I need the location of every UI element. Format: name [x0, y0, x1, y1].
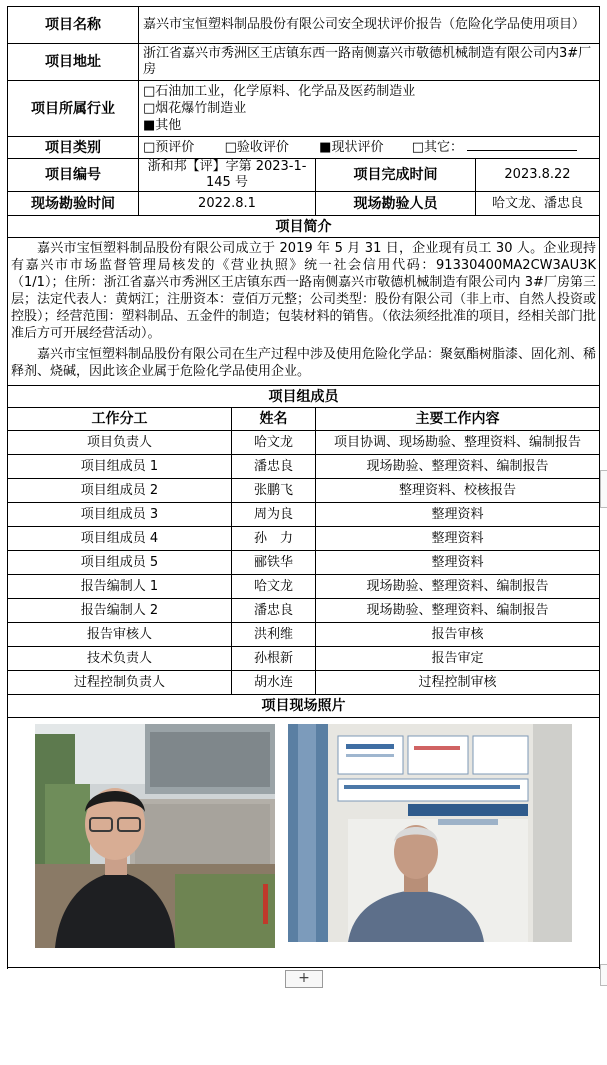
team-row-role: 报告编制人 1 [8, 575, 232, 599]
team-row [8, 431, 600, 455]
intro-paragraph-2: 嘉兴市宝恒塑料制品股份有限公司在生产过程中涉及使用危险化学品：聚氨酯树脂漆、固化剂、稀释剂、烧碱，因此该企业属于危险化学品使用企业。 [11, 347, 597, 379]
team-row-duties: 整理资料 [316, 551, 600, 575]
finish-time-value: 2023.8.22 [476, 159, 600, 192]
team-row-role: 报告审核人 [8, 623, 232, 647]
team-row-name: 孙 力 [232, 527, 316, 551]
industry-option-fireworks: □烟花爆竹制造业 [143, 101, 247, 116]
team-row-role: 技术负责人 [8, 647, 232, 671]
team-col-duties: 主要工作内容 [316, 408, 600, 431]
category-option-pre: □预评价 [143, 140, 195, 155]
team-row-role: 项目负责人 [8, 431, 232, 455]
table-bottom-rule [7, 967, 599, 968]
team-row-duties: 现场勘验、整理资料、编制报告 [316, 455, 600, 479]
project-number-label: 项目编号 [8, 159, 139, 192]
team-row-name: 张鹏飞 [232, 479, 316, 503]
intro-body [8, 238, 600, 386]
survey-time-label: 现场勘验时间 [8, 192, 139, 216]
project-name-value: 嘉兴市宝恒塑料制品股份有限公司安全现状评价报告（危险化学品使用项目） [139, 7, 600, 44]
survey-time-value: 2022.8.1 [139, 192, 316, 216]
team-row-name: 孙根新 [232, 647, 316, 671]
team-row-duties: 整理资料 [316, 503, 600, 527]
team-row-name: 郦铁华 [232, 551, 316, 575]
team-row [8, 527, 600, 551]
team-row-role: 项目组成员 5 [8, 551, 232, 575]
team-row-role: 报告编制人 2 [8, 599, 232, 623]
team-row-name: 潘忠良 [232, 599, 316, 623]
team-row [8, 455, 600, 479]
team-row-name: 胡水连 [232, 671, 316, 695]
team-row-duties: 现场勘验、整理资料、编制报告 [316, 599, 600, 623]
team-row [8, 575, 600, 599]
edge-scroll-marker-top[interactable] [600, 470, 607, 508]
industry-options [139, 81, 600, 137]
team-row [8, 503, 600, 527]
project-address-value: 浙江省嘉兴市秀洲区王店镇东西一路南侧嘉兴市敬德机械制造有限公司内3#厂房 [139, 44, 600, 81]
project-address-label: 项目地址 [8, 44, 139, 81]
industry-option-other: ■其他 [143, 118, 182, 133]
team-col-role: 工作分工 [8, 408, 232, 431]
team-row [8, 647, 600, 671]
team-row-duties: 整理资料、校核报告 [316, 479, 600, 503]
team-row-duties: 过程控制审核 [316, 671, 600, 695]
team-row-role: 过程控制负责人 [8, 671, 232, 695]
industry-label: 项目所属行业 [8, 81, 139, 137]
team-row-role: 项目组成员 4 [8, 527, 232, 551]
team-row-name: 哈文龙 [232, 431, 316, 455]
site-photo-2 [288, 724, 572, 942]
finish-time-label: 项目完成时间 [316, 159, 476, 192]
team-row-name: 潘忠良 [232, 455, 316, 479]
survey-staff-label: 现场勘验人员 [316, 192, 476, 216]
category-option-acceptance: □验收评价 [224, 140, 289, 155]
team-row [8, 479, 600, 503]
team-row-name: 哈文龙 [232, 575, 316, 599]
team-row-duties: 整理资料 [316, 527, 600, 551]
team-row-role: 项目组成员 3 [8, 503, 232, 527]
photos-heading: 项目现场照片 [8, 695, 600, 718]
category-option-other: □其它： [411, 140, 464, 155]
team-row [8, 671, 600, 695]
category-options [139, 137, 600, 159]
team-row-name: 周为良 [232, 503, 316, 527]
team-rows [8, 431, 600, 695]
team-heading: 项目组成员 [8, 386, 600, 408]
survey-staff-value: 哈文龙、潘忠良 [476, 192, 600, 216]
industry-option-petrochem: □石油加工业，化学原料、化学品及医药制造业 [143, 84, 416, 99]
team-row-name: 洪利维 [232, 623, 316, 647]
team-row [8, 623, 600, 647]
intro-heading: 项目简介 [8, 216, 600, 238]
edge-scroll-marker-bottom[interactable] [600, 964, 607, 986]
team-row-role: 项目组成员 2 [8, 479, 232, 503]
site-photo-1-image [35, 724, 275, 948]
category-option-status: ■现状评价 [319, 140, 384, 155]
intro-paragraph-1: 嘉兴市宝恒塑料制品股份有限公司成立于 2019 年 5 月 31 日，企业现有员工 30 人。企业现持有嘉兴市市场监督管理局核发的《营业执照》统一社会信用代码：91330400MA2CW3AU3K（1/1）；住所：浙江省嘉兴市秀洲区王店镇东西一路南侧嘉兴市敬德机械制造有限公司内 3#厂房第三层；法定代表人：黄炳江；注册资本：壹佰万元整；公司类型：股份有限公司（非上市、自然人投资或控股）；经营范围：塑料制品、五金件的制造；包装材料的销售。（依法须经批准的项目，经相关部门批准后方可开展经营活动）。 [11, 241, 597, 341]
project-name-label: 项目名称 [8, 7, 139, 44]
team-row-duties: 报告审核 [316, 623, 600, 647]
team-col-name: 姓名 [232, 408, 316, 431]
category-label: 项目类别 [8, 137, 139, 159]
project-info-table [7, 6, 600, 969]
team-row [8, 599, 600, 623]
photos-cell [8, 718, 600, 970]
project-number-value: 浙和邦【评】字第 2023-1-145 号 [139, 159, 316, 192]
team-row-duties: 现场勘验、整理资料、编制报告 [316, 575, 600, 599]
team-row-duties: 项目协调、现场勘验、整理资料、编制报告 [316, 431, 600, 455]
team-row-duties: 报告审定 [316, 647, 600, 671]
team-row [8, 551, 600, 575]
add-button[interactable]: + [285, 970, 323, 988]
team-row-role: 项目组成员 1 [8, 455, 232, 479]
site-photo-1 [35, 724, 275, 948]
site-photo-2-image [288, 724, 572, 942]
category-other-blank [467, 139, 577, 151]
